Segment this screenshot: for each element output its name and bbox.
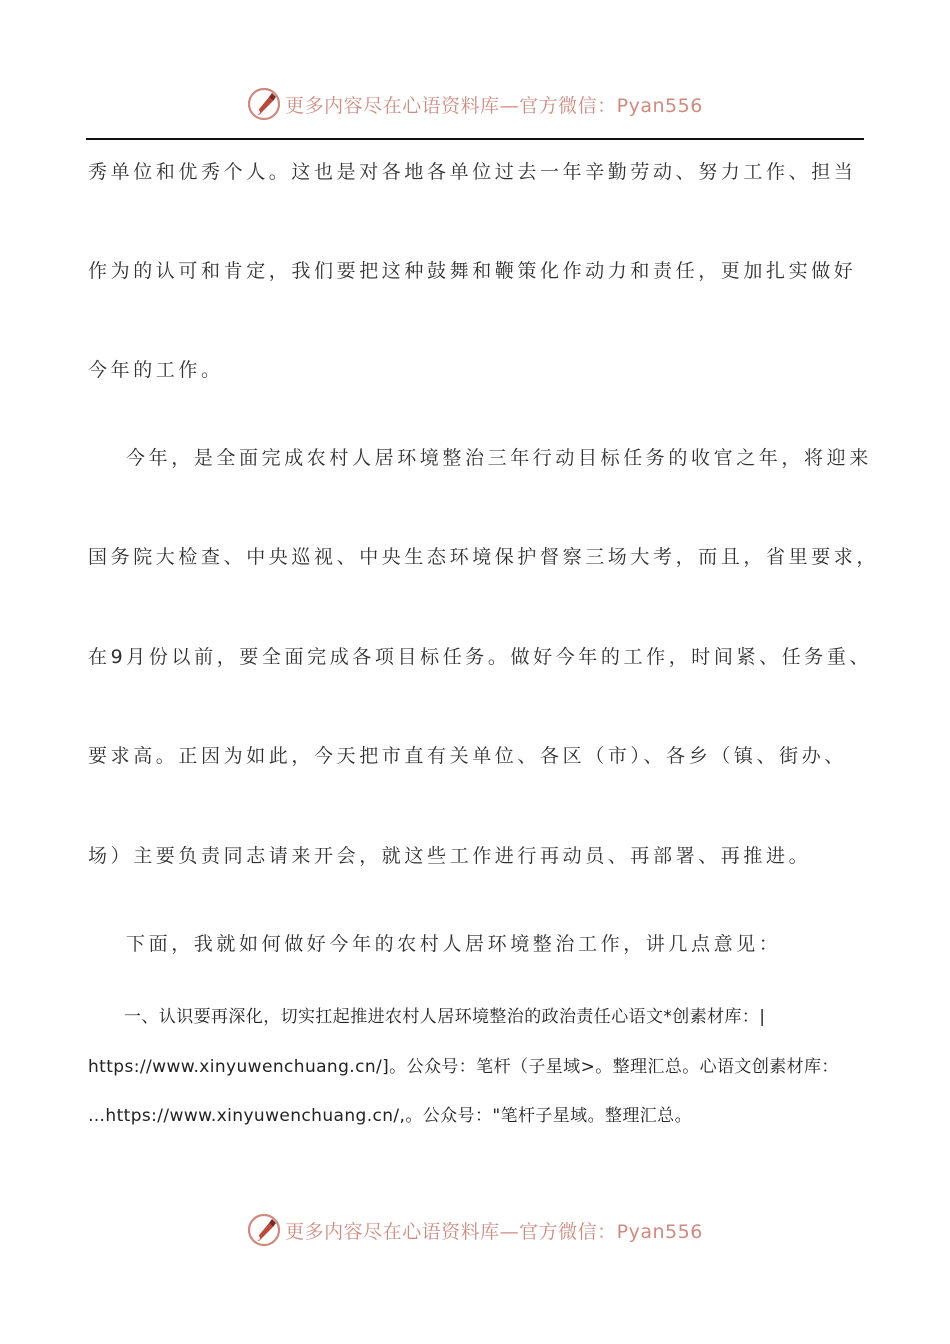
body-line-11: https://www.xinyuwenchuang.cn/]。公众号：笔杆（子星域>。整理汇总。心语文创素材库： [88, 1057, 839, 1077]
header-banner-text [285, 91, 703, 118]
header-banner-main: 更多内容尽在心语资料库—官方微信： [285, 94, 617, 117]
footer-wechat-id: Pyan556 [616, 1220, 703, 1243]
body-line-3: 今年的工作。 [88, 359, 224, 381]
pen-nib-logo-icon [247, 87, 281, 121]
body-line-12: …https://www.xinyuwenchuang.cn/,。公众号："笔杆子星域。整理汇总。 [88, 1106, 692, 1126]
body-line-7: 要求高。正因为如此，今天把市直有关单位、各区（市）、各乡（镇、街办、 [88, 745, 847, 767]
footer-banner-main: 更多内容尽在心语资料库—官方微信： [285, 1220, 617, 1243]
body-line-8: 场）主要负责同志请来开会，就这些工作进行再动员、再部署、再推进。 [88, 845, 812, 867]
header-wechat-id: Pyan556 [616, 94, 703, 117]
body-line-10: 一、认识要再深化，切实扛起推进农村人居环境整治的政治责任心语文*创素材库：| [124, 1007, 766, 1027]
body-line-9: 下面，我就如何做好今年的农村人居环境整治工作，讲几点意见： [126, 933, 782, 955]
body-line-6: 在9月份以前，要全面完成各项目标任务。做好今年的工作，时间紧、任务重、 [88, 646, 873, 668]
pen-nib-logo-icon [247, 1213, 281, 1247]
footer-banner [0, 1210, 950, 1250]
header-banner [0, 84, 950, 124]
body-line-2: 作为的认可和肯定，我们要把这种鼓舞和鞭策化作动力和责任，更加扎实做好 [88, 260, 857, 282]
body-line-1: 秀单位和优秀个人。这也是对各地各单位过去一年辛勤劳动、努力工作、担当 [88, 161, 857, 183]
body-line-4: 今年，是全面完成农村人居环境整治三年行动目标任务的收官之年，将迎来 [126, 447, 872, 469]
header-divider [86, 138, 864, 140]
body-line-5: 国务院大检查、中央巡视、中央生态环境保护督察三场大考，而且，省里要求， [88, 546, 880, 568]
footer-banner-text [285, 1217, 703, 1244]
